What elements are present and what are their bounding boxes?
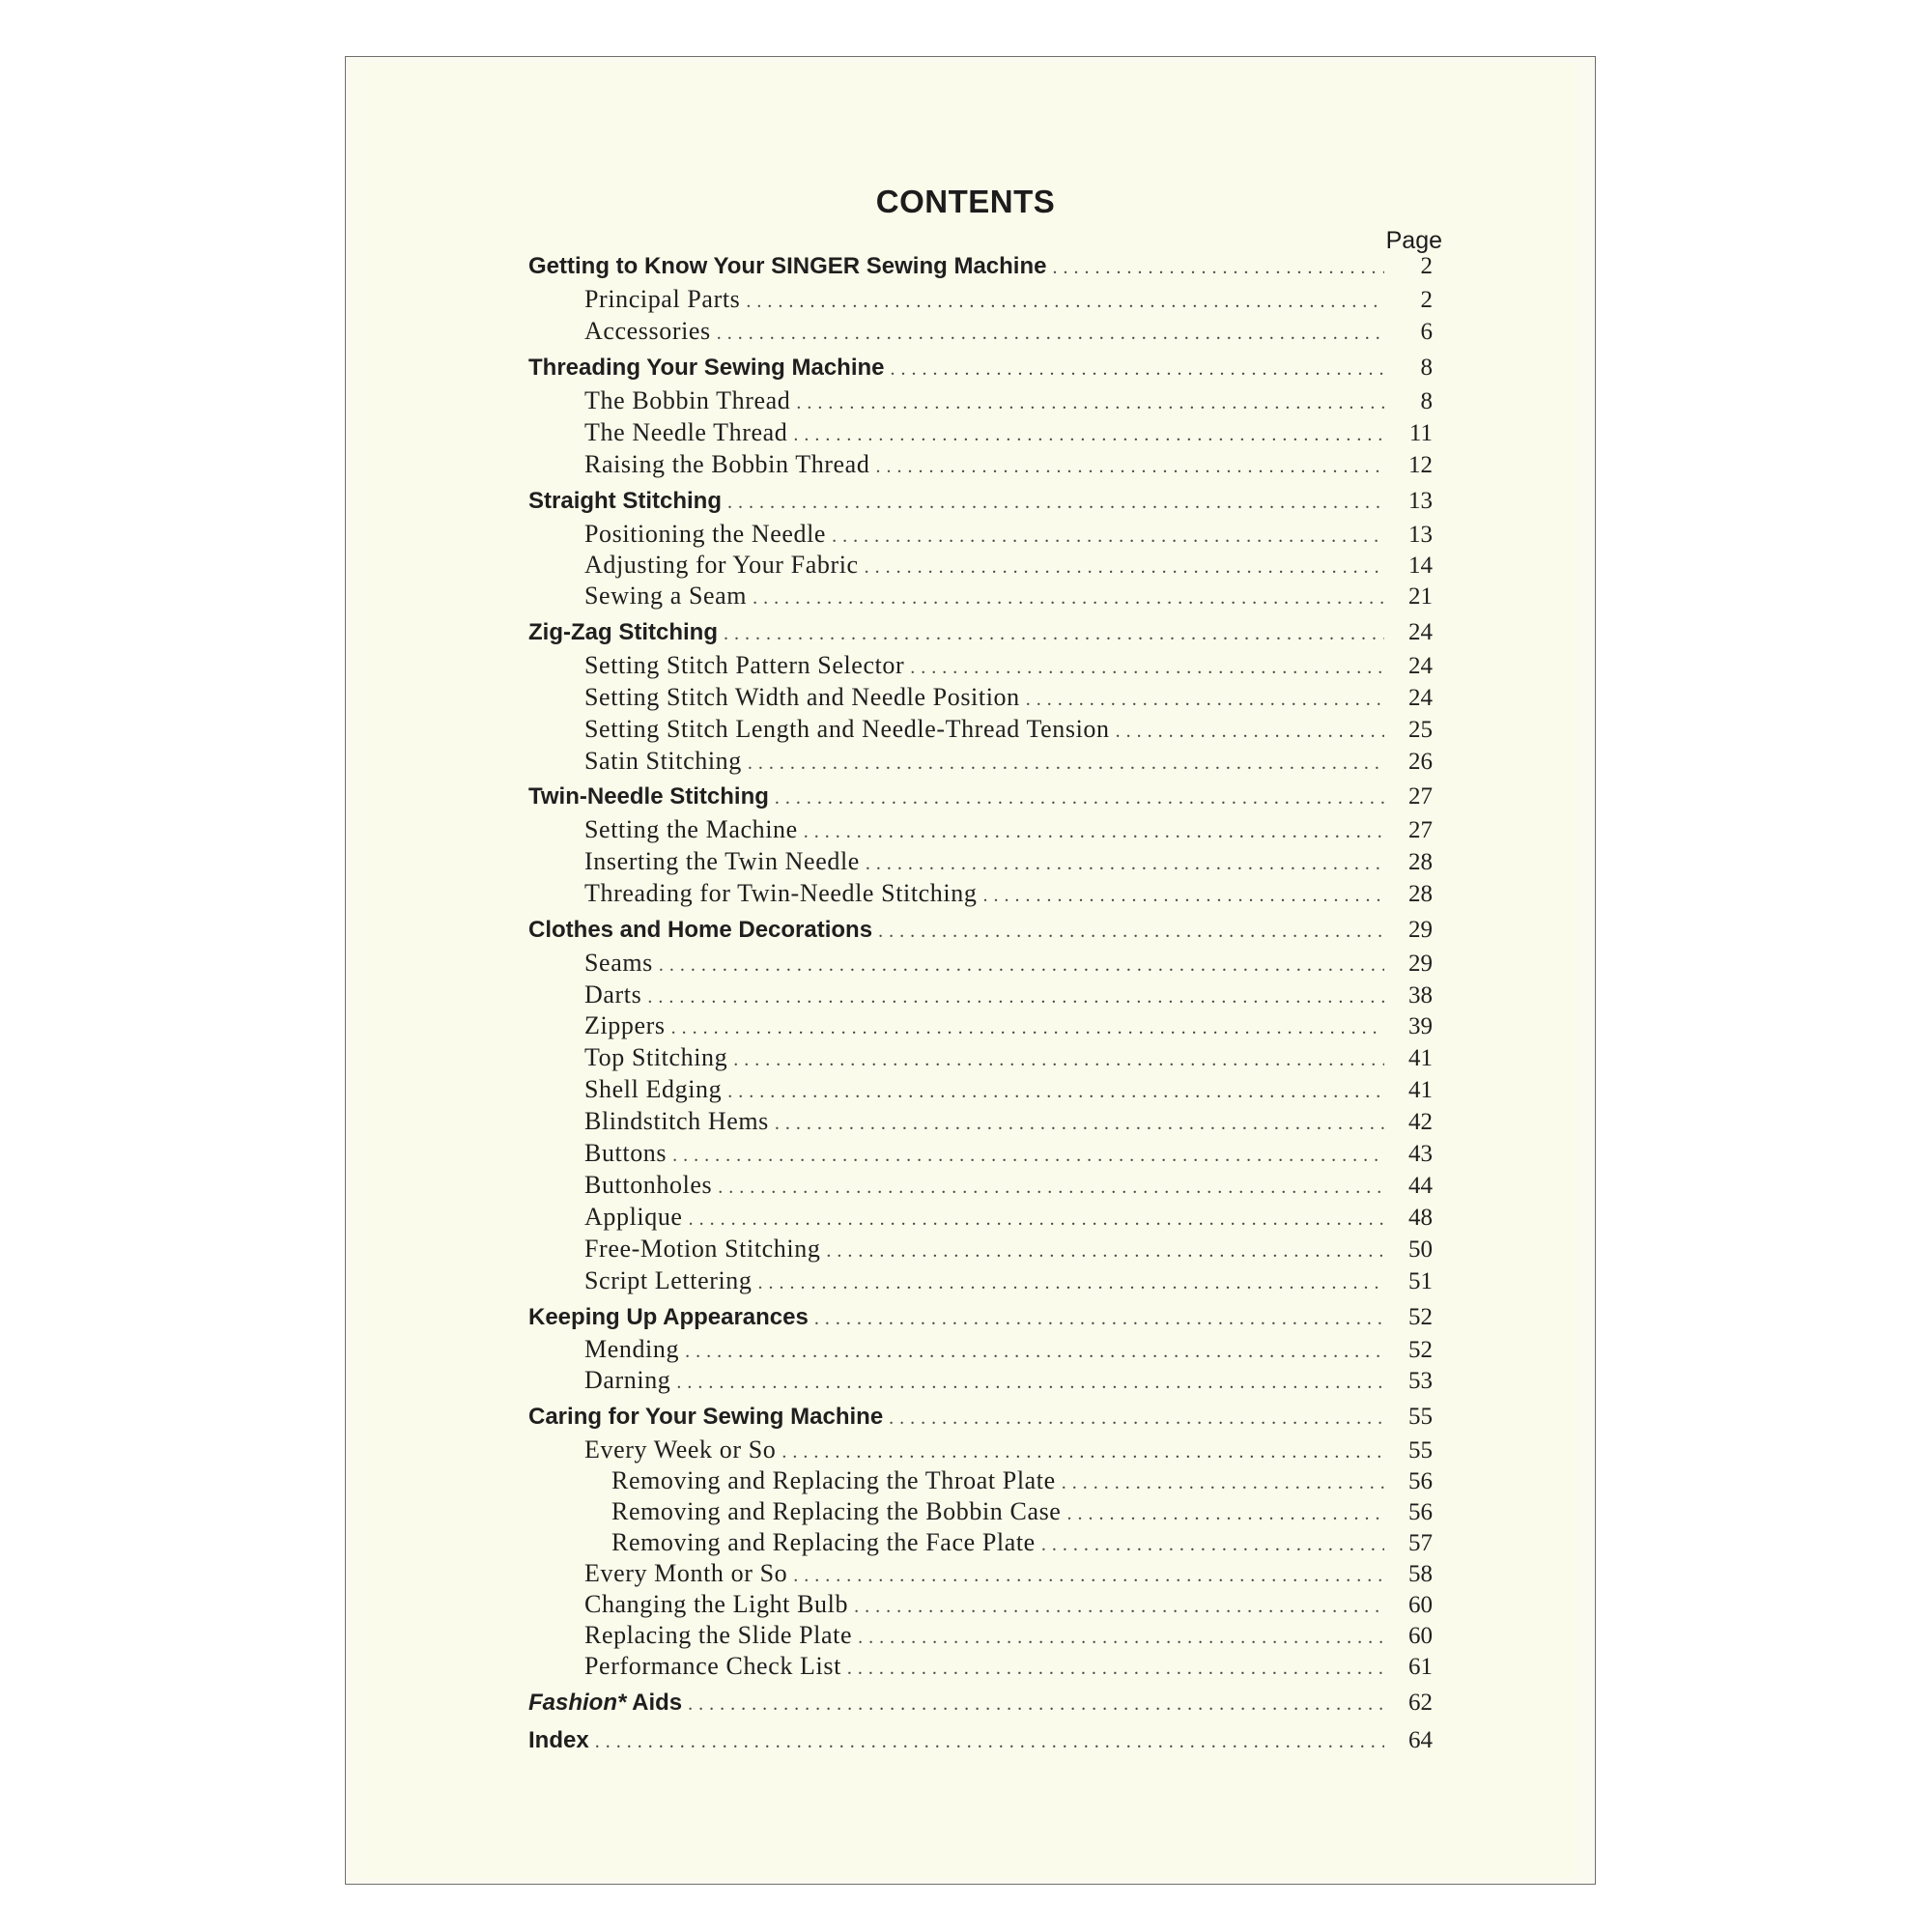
- dot-leader: [910, 657, 1384, 679]
- toc-section-entry: [528, 1304, 1433, 1331]
- dot-leader: [746, 291, 1384, 313]
- toc-page-number: 13: [1408, 522, 1433, 548]
- dot-leader: [858, 1627, 1384, 1649]
- toc-entry-label: Caring for Your Sewing Machine: [528, 1404, 884, 1430]
- dot-leader: [865, 556, 1384, 579]
- toc-entry-label: Performance Check List: [584, 1652, 841, 1680]
- toc-page-number: 29: [1408, 917, 1433, 943]
- toc-page-number: 60: [1408, 1623, 1433, 1649]
- toc-page-number: 21: [1408, 583, 1433, 610]
- toc-subentry: [611, 1528, 1433, 1557]
- toc-page-number: 51: [1408, 1268, 1433, 1294]
- toc-entry-label: Script Lettering: [584, 1266, 753, 1294]
- toc-section-entry: [528, 619, 1433, 646]
- toc-subentry: [611, 1497, 1433, 1526]
- toc-entry-label: Blindstitch Hems: [584, 1107, 769, 1135]
- toc-subentry: [584, 1335, 1433, 1364]
- dot-leader: [688, 1693, 1384, 1716]
- toc-page-number: 26: [1408, 749, 1433, 775]
- toc-page-number: 27: [1408, 817, 1433, 843]
- toc-entry-label: Straight Stitching: [528, 488, 722, 514]
- dot-leader: [775, 1113, 1384, 1135]
- toc-entry-label: The Needle Thread: [584, 418, 788, 446]
- toc-entry-label: [528, 1690, 682, 1717]
- dot-leader: [878, 921, 1384, 943]
- toc-section-entry: [528, 917, 1433, 944]
- table-of-contents: [354, 63, 1577, 1878]
- toc-page-number: 11: [1408, 420, 1433, 446]
- toc-entry-label: Index: [528, 1727, 589, 1753]
- toc-subentry: [584, 1366, 1433, 1395]
- dot-leader: [689, 1208, 1384, 1231]
- toc-page-number: 27: [1408, 783, 1433, 810]
- toc-subentry: [584, 1171, 1433, 1200]
- dot-leader: [804, 821, 1384, 843]
- toc-entry-label: Every Week or So: [584, 1435, 777, 1463]
- toc-subentry: [584, 520, 1433, 549]
- toc-entry-label: Satin Stitching: [584, 747, 742, 775]
- toc-page-number: 56: [1408, 1468, 1433, 1494]
- toc-page-number: 55: [1408, 1437, 1433, 1463]
- dot-leader: [1066, 1503, 1384, 1525]
- toc-section-entry: [528, 1404, 1433, 1431]
- toc-subentry: [584, 879, 1433, 908]
- toc-entry-label: Keeping Up Appearances: [528, 1304, 809, 1330]
- dot-leader: [796, 392, 1384, 414]
- document-page: [345, 56, 1596, 1885]
- toc-page-number: 58: [1408, 1561, 1433, 1587]
- toc-entry-label: Removing and Replacing the Throat Plate: [611, 1466, 1056, 1494]
- toc-entry-label: Darning: [584, 1366, 671, 1394]
- dot-leader: [781, 1441, 1384, 1463]
- toc-entry-label: Applique: [584, 1203, 683, 1231]
- toc-entry-label: Darts: [584, 980, 642, 1009]
- toc-entry-label: Replacing the Slide Plate: [584, 1621, 853, 1649]
- toc-subentry: [584, 847, 1433, 876]
- toc-page-number: 60: [1408, 1592, 1433, 1618]
- dot-leader: [775, 787, 1384, 810]
- toc-section-entry: [528, 355, 1433, 382]
- toc-entry-label: Seams: [584, 949, 653, 977]
- toc-entry-label: Accessories: [584, 317, 711, 345]
- toc-page-number: 41: [1408, 1045, 1433, 1071]
- toc-subentry: [584, 1011, 1433, 1040]
- toc-page-number: 2: [1420, 253, 1433, 279]
- toc-subentry: [584, 317, 1433, 346]
- toc-subentry: [584, 715, 1433, 744]
- dot-leader: [753, 587, 1384, 610]
- toc-entry-label: Inserting the Twin Needle: [584, 847, 860, 875]
- toc-page-number: 39: [1408, 1013, 1433, 1039]
- toc-entry-label-italic: Fashion*: [528, 1690, 627, 1716]
- toc-subentry: [584, 815, 1433, 844]
- toc-page-number: 53: [1408, 1368, 1433, 1394]
- toc-subentry: [584, 747, 1433, 776]
- toc-subentry: [584, 450, 1433, 479]
- toc-page-number: 6: [1420, 319, 1433, 345]
- dot-leader: [793, 424, 1384, 446]
- toc-subentry: [584, 1590, 1433, 1619]
- toc-entry-label: Setting the Machine: [584, 815, 798, 843]
- toc-page-number: 13: [1408, 488, 1433, 514]
- toc-subentry: [584, 1621, 1433, 1650]
- toc-entry-label-rest: Aids: [626, 1690, 683, 1716]
- dot-leader: [676, 1372, 1384, 1394]
- toc-page-number: 8: [1420, 355, 1433, 381]
- dot-leader: [1026, 689, 1384, 711]
- toc-entry-label: Positioning the Needle: [584, 520, 827, 548]
- toc-subentry: [584, 1559, 1433, 1588]
- dot-leader: [727, 1081, 1384, 1103]
- dot-leader: [1062, 1472, 1384, 1494]
- dot-leader: [647, 986, 1384, 1009]
- toc-entry-label: Removing and Replacing the Face Plate: [611, 1528, 1036, 1556]
- toc-page-number: 38: [1408, 982, 1433, 1009]
- toc-entry-label: Clothes and Home Decorations: [528, 917, 873, 943]
- toc-page-number: 14: [1408, 553, 1433, 579]
- dot-leader: [685, 1341, 1384, 1363]
- toc-subentry: [584, 1235, 1433, 1264]
- toc-entry-label: Buttonholes: [584, 1171, 713, 1199]
- toc-entry-label: Twin-Needle Stitching: [528, 783, 769, 810]
- dot-leader: [727, 492, 1384, 514]
- toc-entry-label: Buttons: [584, 1139, 668, 1167]
- toc-entry-label: Zig-Zag Stitching: [528, 619, 718, 645]
- toc-page-number: 48: [1408, 1205, 1433, 1231]
- toc-page-number: 55: [1408, 1404, 1433, 1430]
- toc-entry-label: Setting Stitch Width and Needle Position: [584, 683, 1020, 711]
- toc-subentry: [584, 1435, 1433, 1464]
- toc-subentry: [584, 1652, 1433, 1681]
- toc-page-number: 44: [1408, 1173, 1433, 1199]
- toc-entry-label: Sewing a Seam: [584, 582, 748, 610]
- dot-leader: [1041, 1534, 1384, 1556]
- toc-page-number: 52: [1408, 1337, 1433, 1363]
- toc-page-number: 43: [1408, 1141, 1433, 1167]
- toc-section-entry: [528, 1727, 1433, 1754]
- toc-entry-label: Threading for Twin-Needle Stitching: [584, 879, 978, 907]
- toc-subentry: [584, 418, 1433, 447]
- dot-leader: [891, 358, 1385, 381]
- toc-page-number: 28: [1408, 881, 1433, 907]
- toc-subentry: [611, 1466, 1433, 1495]
- toc-entry-label: Raising the Bobbin Thread: [584, 450, 870, 478]
- toc-entry-label: The Bobbin Thread: [584, 386, 791, 414]
- toc-page-number: 2: [1420, 287, 1433, 313]
- dot-leader: [814, 1308, 1384, 1330]
- toc-entry-label: Mending: [584, 1335, 680, 1363]
- toc-page-number: 8: [1420, 388, 1433, 414]
- dot-leader: [875, 456, 1384, 478]
- toc-page-number: 12: [1408, 452, 1433, 478]
- toc-page-number: 62: [1408, 1690, 1433, 1716]
- toc-entry-label: Getting to Know Your SINGER Sewing Machine: [528, 253, 1047, 279]
- toc-entry-label: Removing and Replacing the Bobbin Case: [611, 1497, 1062, 1525]
- toc-entry-label: Shell Edging: [584, 1075, 723, 1103]
- dot-leader: [854, 1596, 1384, 1618]
- dot-leader: [1116, 721, 1384, 743]
- dot-leader: [866, 853, 1384, 875]
- toc-subentry: [584, 1075, 1433, 1104]
- toc-page-number: 61: [1408, 1654, 1433, 1680]
- dot-leader: [758, 1272, 1385, 1294]
- dot-leader: [847, 1658, 1384, 1680]
- toc-page-number: 24: [1408, 619, 1433, 645]
- toc-section-entry: [528, 1690, 1433, 1717]
- dot-leader: [724, 623, 1384, 645]
- dot-leader: [595, 1731, 1384, 1753]
- toc-subentry: [584, 1203, 1433, 1232]
- toc-page-number: 29: [1408, 951, 1433, 977]
- toc-subentry: [584, 949, 1433, 978]
- toc-page-number: 56: [1408, 1499, 1433, 1525]
- dot-leader: [982, 885, 1384, 907]
- page-title: CONTENTS: [875, 184, 1056, 219]
- toc-subentry: [584, 651, 1433, 680]
- dot-leader: [718, 1177, 1384, 1199]
- toc-entry-label: Zippers: [584, 1011, 666, 1039]
- toc-section-entry: [528, 783, 1433, 810]
- toc-entry-label: Adjusting for Your Fabric: [584, 551, 859, 579]
- toc-page-number: 50: [1408, 1236, 1433, 1263]
- toc-page-number: 42: [1408, 1109, 1433, 1135]
- toc-page-number: 25: [1408, 717, 1433, 743]
- toc-entry-label: Setting Stitch Length and Needle-Thread Tension: [584, 715, 1110, 743]
- dot-leader: [671, 1017, 1384, 1039]
- toc-section-entry: [528, 488, 1433, 515]
- toc-entry-label: Changing the Light Bulb: [584, 1590, 849, 1618]
- dot-leader: [717, 323, 1384, 345]
- toc-page-number: 52: [1408, 1304, 1433, 1330]
- dot-leader: [832, 526, 1384, 548]
- dot-leader: [672, 1145, 1384, 1167]
- toc-subentry: [584, 683, 1433, 712]
- dot-leader: [826, 1240, 1384, 1263]
- dot-leader: [748, 753, 1384, 775]
- toc-subentry: [584, 386, 1433, 415]
- toc-page-number: 64: [1408, 1727, 1433, 1753]
- dot-leader: [1052, 257, 1384, 279]
- toc-page-number: 57: [1408, 1530, 1433, 1556]
- toc-page-number: 28: [1408, 849, 1433, 875]
- toc-entry-label: Principal Parts: [584, 285, 741, 313]
- toc-subentry: [584, 1139, 1433, 1168]
- toc-subentry: [584, 551, 1433, 580]
- toc-subentry: [584, 582, 1433, 611]
- toc-subentry: [584, 980, 1433, 1009]
- toc-subentry: [584, 285, 1433, 314]
- toc-page-number: 24: [1408, 685, 1433, 711]
- dot-leader: [733, 1049, 1384, 1071]
- dot-leader: [889, 1407, 1384, 1430]
- toc-page-number: 41: [1408, 1077, 1433, 1103]
- toc-entry-label: Every Month or So: [584, 1559, 788, 1587]
- toc-entry-label: Setting Stitch Pattern Selector: [584, 651, 905, 679]
- toc-section-entry: [528, 253, 1433, 280]
- toc-subentry: [584, 1266, 1433, 1295]
- page-column-header: Page: [1385, 227, 1442, 254]
- toc-subentry: [584, 1107, 1433, 1136]
- paper-sheet: [354, 63, 1577, 1878]
- toc-entry-label: Top Stitching: [584, 1043, 728, 1071]
- dot-leader: [793, 1565, 1384, 1587]
- toc-entry-label: Threading Your Sewing Machine: [528, 355, 885, 381]
- toc-page-number: 24: [1408, 653, 1433, 679]
- dot-leader: [659, 954, 1384, 977]
- toc-entry-label: Free-Motion Stitching: [584, 1235, 821, 1263]
- toc-subentry: [584, 1043, 1433, 1072]
